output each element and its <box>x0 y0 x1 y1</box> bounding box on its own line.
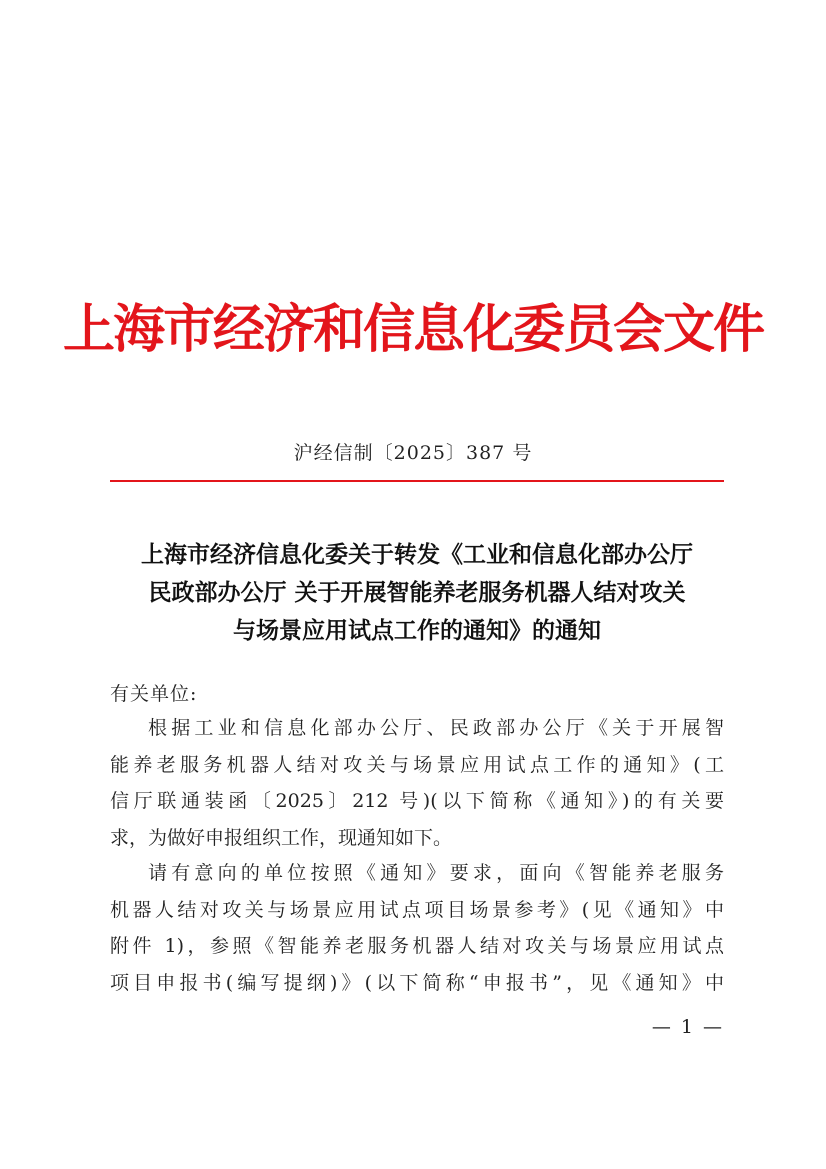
document-title-line: 民政部办公厅 关于开展智能养老服务机器人结对攻关 <box>148 579 686 606</box>
page-number: — 1 — <box>651 1016 724 1038</box>
paragraph-line: 能养老服务机器人结对攻关与场景应用试点工作的通知》(工 <box>110 753 724 776</box>
document-number: 沪经信制〔2025〕387 号 <box>293 442 533 464</box>
paragraph-line: 请有意向的单位按照《通知》要求，面向《智能养老服务 <box>148 862 724 884</box>
body-paragraph <box>110 855 724 1001</box>
document-title-line: 上海市经济信息化委关于转发《工业和信息化部办公厅 <box>141 541 693 568</box>
salutation: 有关单位: <box>110 683 198 705</box>
paragraph-line: 根据工业和信息化部办公厅、民政部办公厅《关于开展智 <box>148 717 724 739</box>
body-paragraph <box>110 710 724 856</box>
red-separator-line <box>110 480 724 482</box>
paragraph-line: 项目申报书(编写提纲)》(以下简称“申报书”，见《通知》中 <box>110 971 724 994</box>
paragraph-line: 机器人结对攻关与场景应用试点项目场景参考》(见《通知》中 <box>110 898 724 921</box>
paragraph-line: 求，为做好申报组织工作，现通知如下。 <box>110 826 453 849</box>
paragraph-line: 附件 1)，参照《智能养老服务机器人结对攻关与场景应用试点 <box>110 935 724 958</box>
document-title-line: 与场景应用试点工作的通知》的通知 <box>233 617 601 644</box>
paragraph-line: 信厅联通装函〔2025〕212 号)(以下简称《通知》)的有关要 <box>110 790 724 813</box>
issuing-authority-title: 上海市经济和信息化委员会文件 <box>62 299 763 360</box>
document-title <box>100 536 734 650</box>
